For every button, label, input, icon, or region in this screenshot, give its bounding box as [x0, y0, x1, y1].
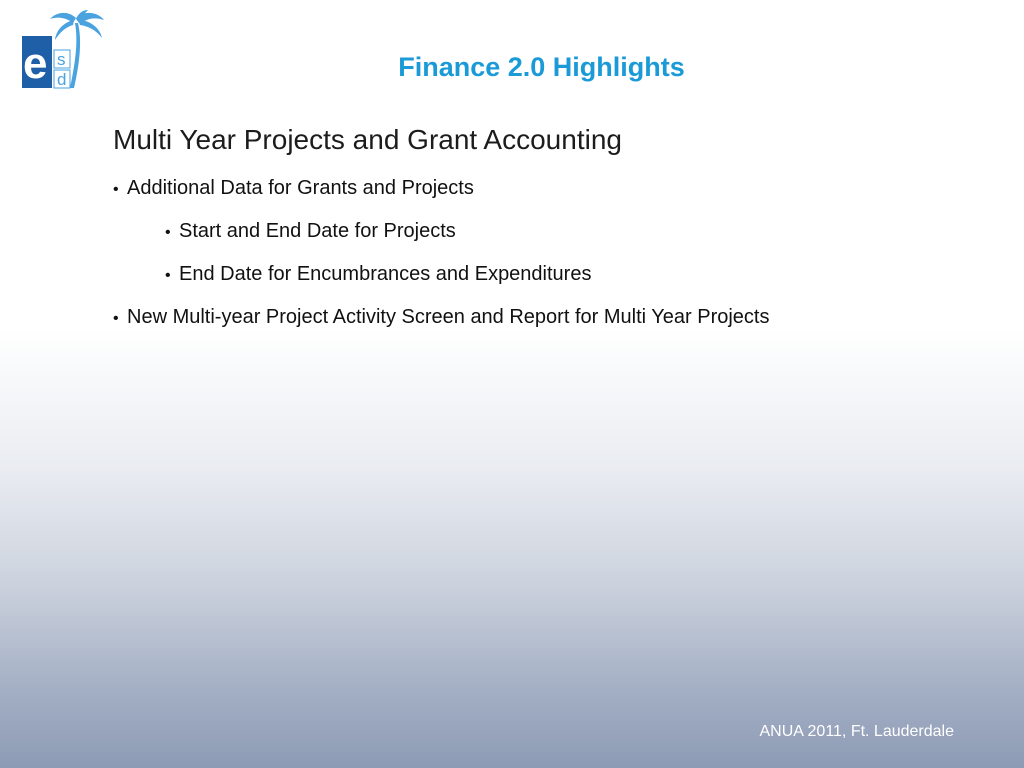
slide-footer: ANUA 2011, Ft. Lauderdale [759, 723, 954, 740]
bullet-item [113, 175, 973, 203]
sub-bullet-item [165, 218, 973, 246]
bullet-glyph: • [113, 310, 119, 327]
bullet-item [113, 304, 973, 332]
bullet-text: Additional Data for Grants and Projects [127, 177, 474, 199]
logo-letter-s: s [57, 50, 66, 69]
bullet-glyph: • [165, 267, 171, 284]
bullet-glyph: • [165, 224, 171, 241]
bullet-text: End Date for Encumbrances and Expenditures [179, 263, 592, 285]
bullet-text: New Multi-year Project Activity Screen and Report for Multi Year Projects [127, 306, 770, 328]
bullet-text: Start and End Date for Projects [179, 220, 456, 242]
bullet-glyph: • [113, 181, 119, 198]
logo-letter-d: d [57, 70, 67, 89]
logo-letter-e: e [23, 39, 48, 88]
section-heading: Multi Year Projects and Grant Accounting [113, 124, 622, 155]
slide-title: Finance 2.0 Highlights [398, 52, 685, 82]
sub-bullet-item [165, 261, 973, 289]
slide-content [113, 122, 973, 332]
